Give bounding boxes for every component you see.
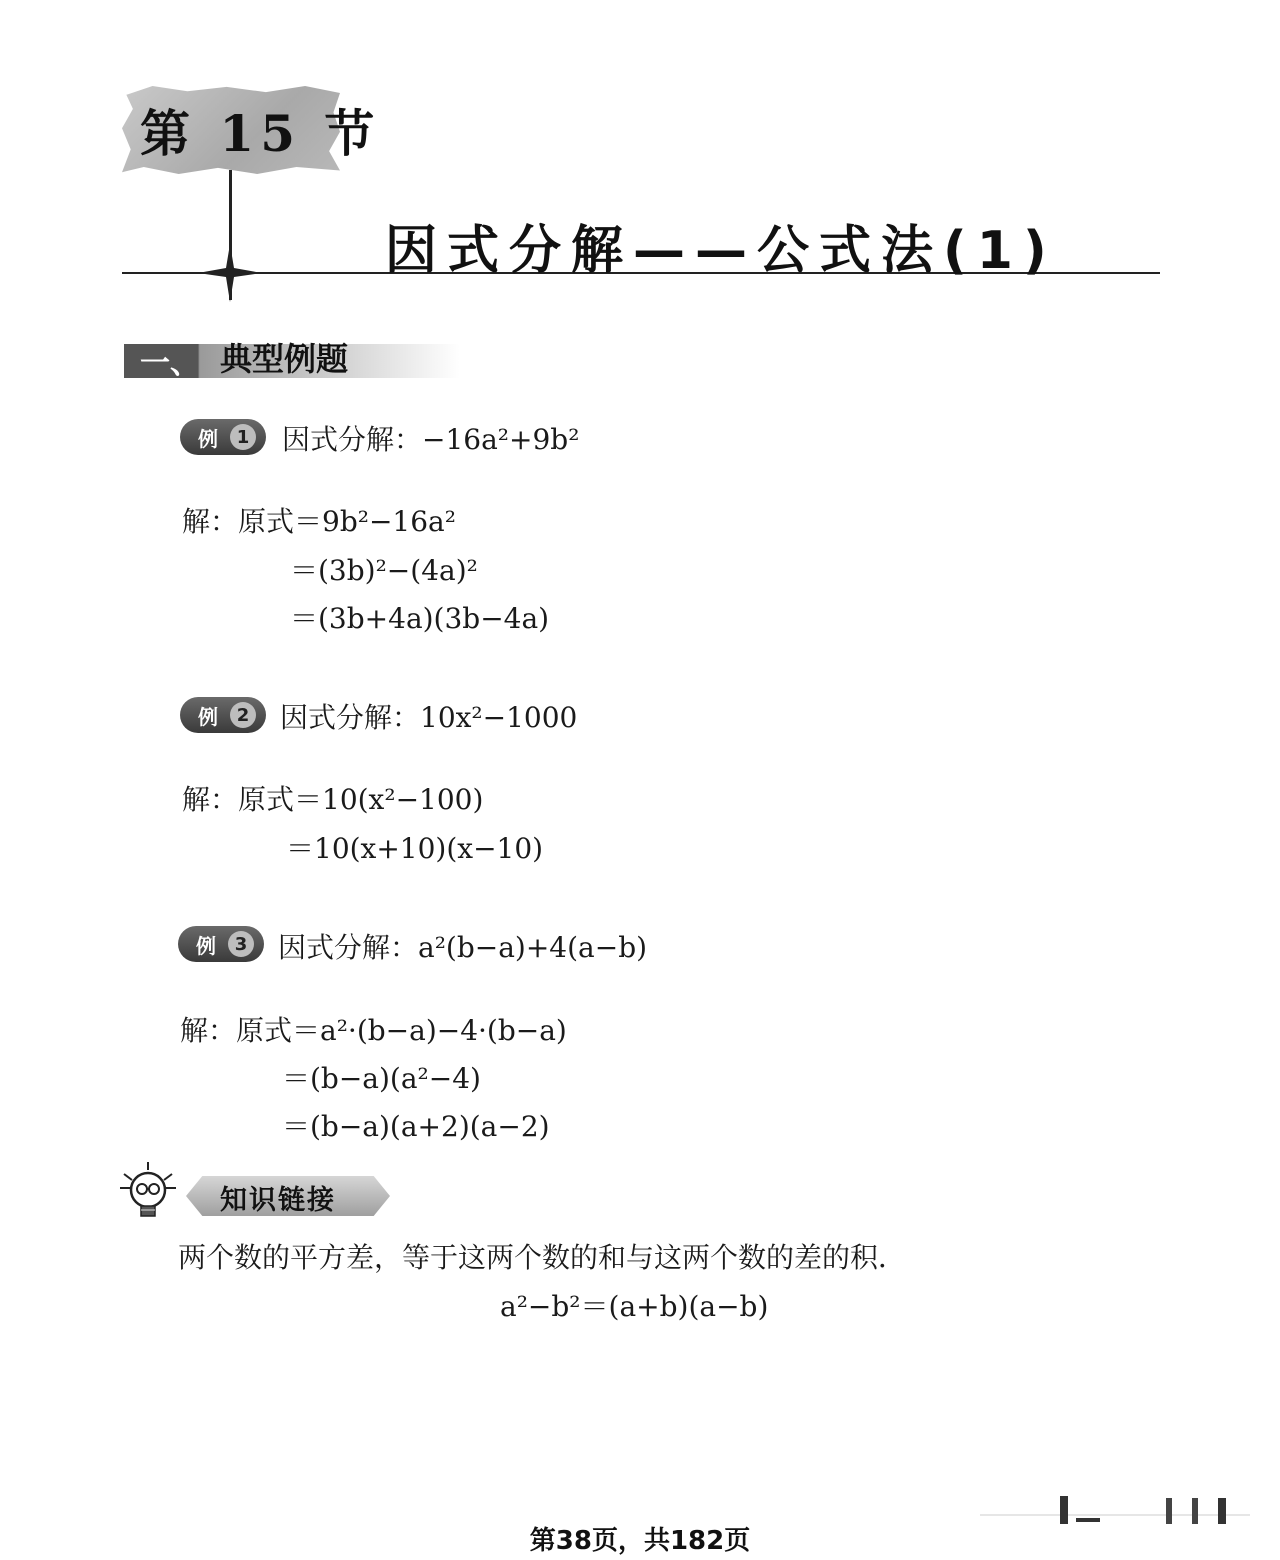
lightbulb-icon (118, 1160, 178, 1222)
example-badge (180, 697, 266, 733)
knowledge-text: 两个数的平方差，等于这两个数的和与这两个数的差的积． (178, 1241, 907, 1274)
page-indicator: 第38页，共182页 (529, 1526, 751, 1556)
sparkle-icon (198, 244, 262, 302)
part-title: 典型例题 (220, 340, 349, 378)
example-badge (178, 926, 264, 962)
example-prompt: 因式分解：10x²−1000 (280, 701, 578, 734)
solution-line: 解：原式＝a²·(b−a)−4·(b−a) (180, 1014, 567, 1047)
solution-line: 解：原式＝10(x²−100) (182, 783, 484, 816)
section-label: 第 15 节 (140, 104, 381, 163)
example-badge-label: 例 (198, 704, 218, 729)
solution-line: ＝(3b+4a)(3b−4a) (290, 602, 550, 635)
solution-line: ＝(3b)²−(4a)² (290, 554, 478, 587)
example-badge-number: 3 (228, 931, 254, 957)
example-prompt: 因式分解：−16a²+9b² (282, 423, 580, 456)
example-badge (180, 419, 266, 455)
solution-line: 解：原式＝9b²−16a² (182, 505, 456, 538)
solution-line: ＝10(x+10)(x−10) (286, 832, 544, 865)
example-badge-label: 例 (196, 933, 216, 958)
example-badge-number: 2 (230, 702, 256, 728)
solution-line: ＝(b−a)(a²−4) (282, 1062, 481, 1095)
part-number: 一、 (140, 346, 200, 381)
knowledge-formula: a²−b²＝(a+b)(a−b) (500, 1290, 769, 1323)
knowledge-link-label: 知识链接 (220, 1185, 336, 1216)
example-prompt: 因式分解：a²(b−a)+4(a−b) (278, 931, 648, 964)
example-badge-label: 例 (198, 426, 218, 451)
solution-line: ＝(b−a)(a+2)(a−2) (282, 1110, 550, 1143)
example-badge-number: 1 (230, 424, 256, 450)
lesson-title: 因式分解——公式法(1) (385, 221, 1057, 281)
